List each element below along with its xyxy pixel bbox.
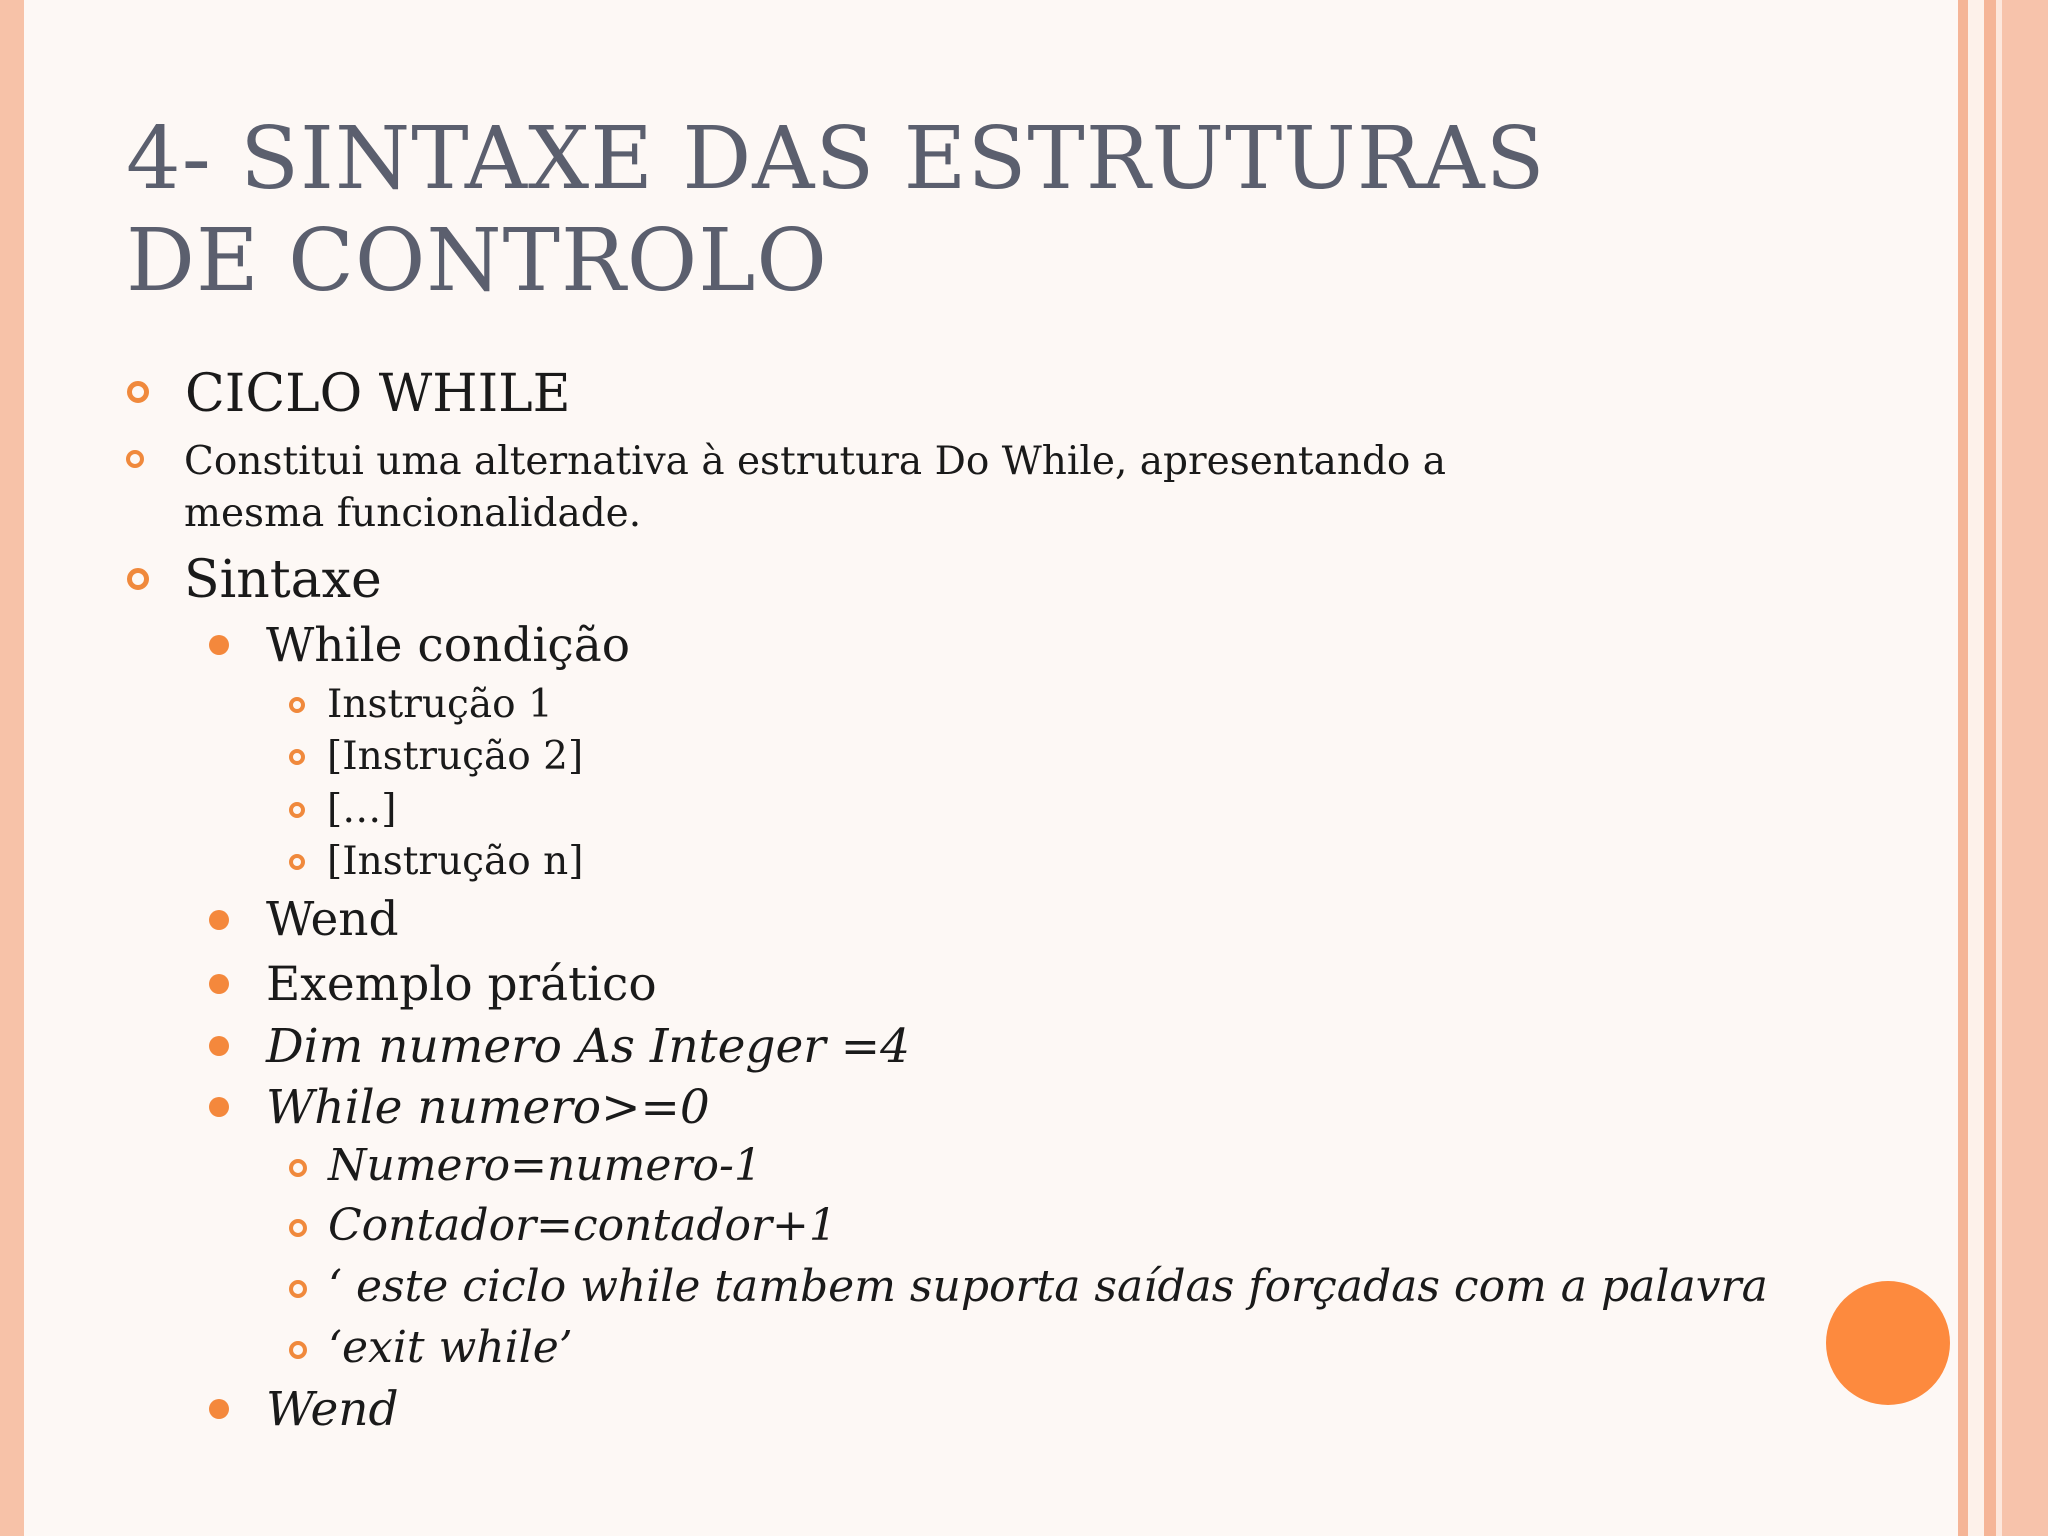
list-item — [184, 550, 382, 610]
list-item — [328, 1140, 762, 1191]
slide-title: 4- SINTAXE DAS ESTRUTURAS DE CONTROLO — [126, 109, 1546, 311]
ring-bullet-icon — [126, 450, 144, 468]
list-item-text: ‘exit while’ — [328, 1322, 573, 1373]
right-border-stripe — [1968, 0, 1984, 1536]
list-item-text: ‘ este ciclo while tambem suporta saídas forçadas com a palavra — [328, 1261, 1768, 1312]
list-item — [266, 618, 630, 673]
list-item — [327, 839, 584, 884]
list-item-text: […] — [327, 787, 397, 832]
list-item-text: [Instrução 2] — [327, 734, 584, 779]
list-item-text: Wend — [266, 1382, 399, 1437]
list-item — [266, 1382, 399, 1437]
dot-bullet-icon — [209, 1399, 229, 1419]
ring-bullet-icon — [289, 802, 305, 818]
list-item — [327, 734, 583, 779]
list-item — [266, 1019, 910, 1074]
ring-bullet-icon — [289, 749, 305, 765]
list-item-text: Instrução 1 — [327, 682, 553, 727]
list-item-text: Constitui uma alternativa à estrutura Do While, apresentando a mesma funcionalidade. — [184, 439, 1447, 536]
list-item — [184, 436, 1584, 540]
dot-bullet-icon — [209, 910, 229, 930]
list-item-text: Numero=numero-1 — [328, 1140, 762, 1191]
list-item-text: Exemplo prático — [266, 957, 657, 1012]
right-border-stripe — [2002, 0, 2048, 1536]
right-border-stripe — [1958, 0, 1968, 1536]
dot-bullet-icon — [209, 635, 229, 655]
ring-bullet-icon — [289, 854, 305, 870]
left-border-stripe — [0, 0, 24, 1536]
list-item-text: Wend — [266, 892, 399, 947]
decorative-orange-circle — [1826, 1281, 1950, 1405]
list-item — [328, 1200, 837, 1251]
list-item — [266, 892, 399, 947]
ring-bullet-icon — [127, 568, 149, 590]
list-item-text: While numero>=0 — [266, 1080, 710, 1135]
list-item-text: Dim numero As Integer =4 — [266, 1019, 910, 1074]
list-item — [327, 682, 553, 727]
dot-bullet-icon — [209, 1036, 229, 1056]
list-item — [185, 364, 571, 424]
list-item-text: [Instrução n] — [327, 839, 584, 884]
ring-bullet-icon — [127, 381, 149, 403]
list-item-text: While condição — [266, 618, 631, 673]
dot-bullet-icon — [209, 1097, 229, 1117]
list-item — [327, 787, 396, 832]
list-item — [328, 1322, 573, 1373]
list-item — [266, 957, 657, 1012]
ring-bullet-icon — [289, 1280, 307, 1298]
ring-bullet-icon — [289, 1159, 307, 1177]
list-item — [328, 1261, 1768, 1312]
list-item-text: Sintaxe — [184, 550, 382, 610]
list-item-text: CICLO WHILE — [185, 364, 571, 424]
ring-bullet-icon — [289, 697, 305, 713]
ring-bullet-icon — [289, 1341, 307, 1359]
right-border-stripe — [1984, 0, 1996, 1536]
list-item-text: Contador=contador+1 — [328, 1200, 837, 1251]
dot-bullet-icon — [209, 974, 229, 994]
ring-bullet-icon — [289, 1219, 307, 1237]
list-item — [266, 1080, 710, 1135]
